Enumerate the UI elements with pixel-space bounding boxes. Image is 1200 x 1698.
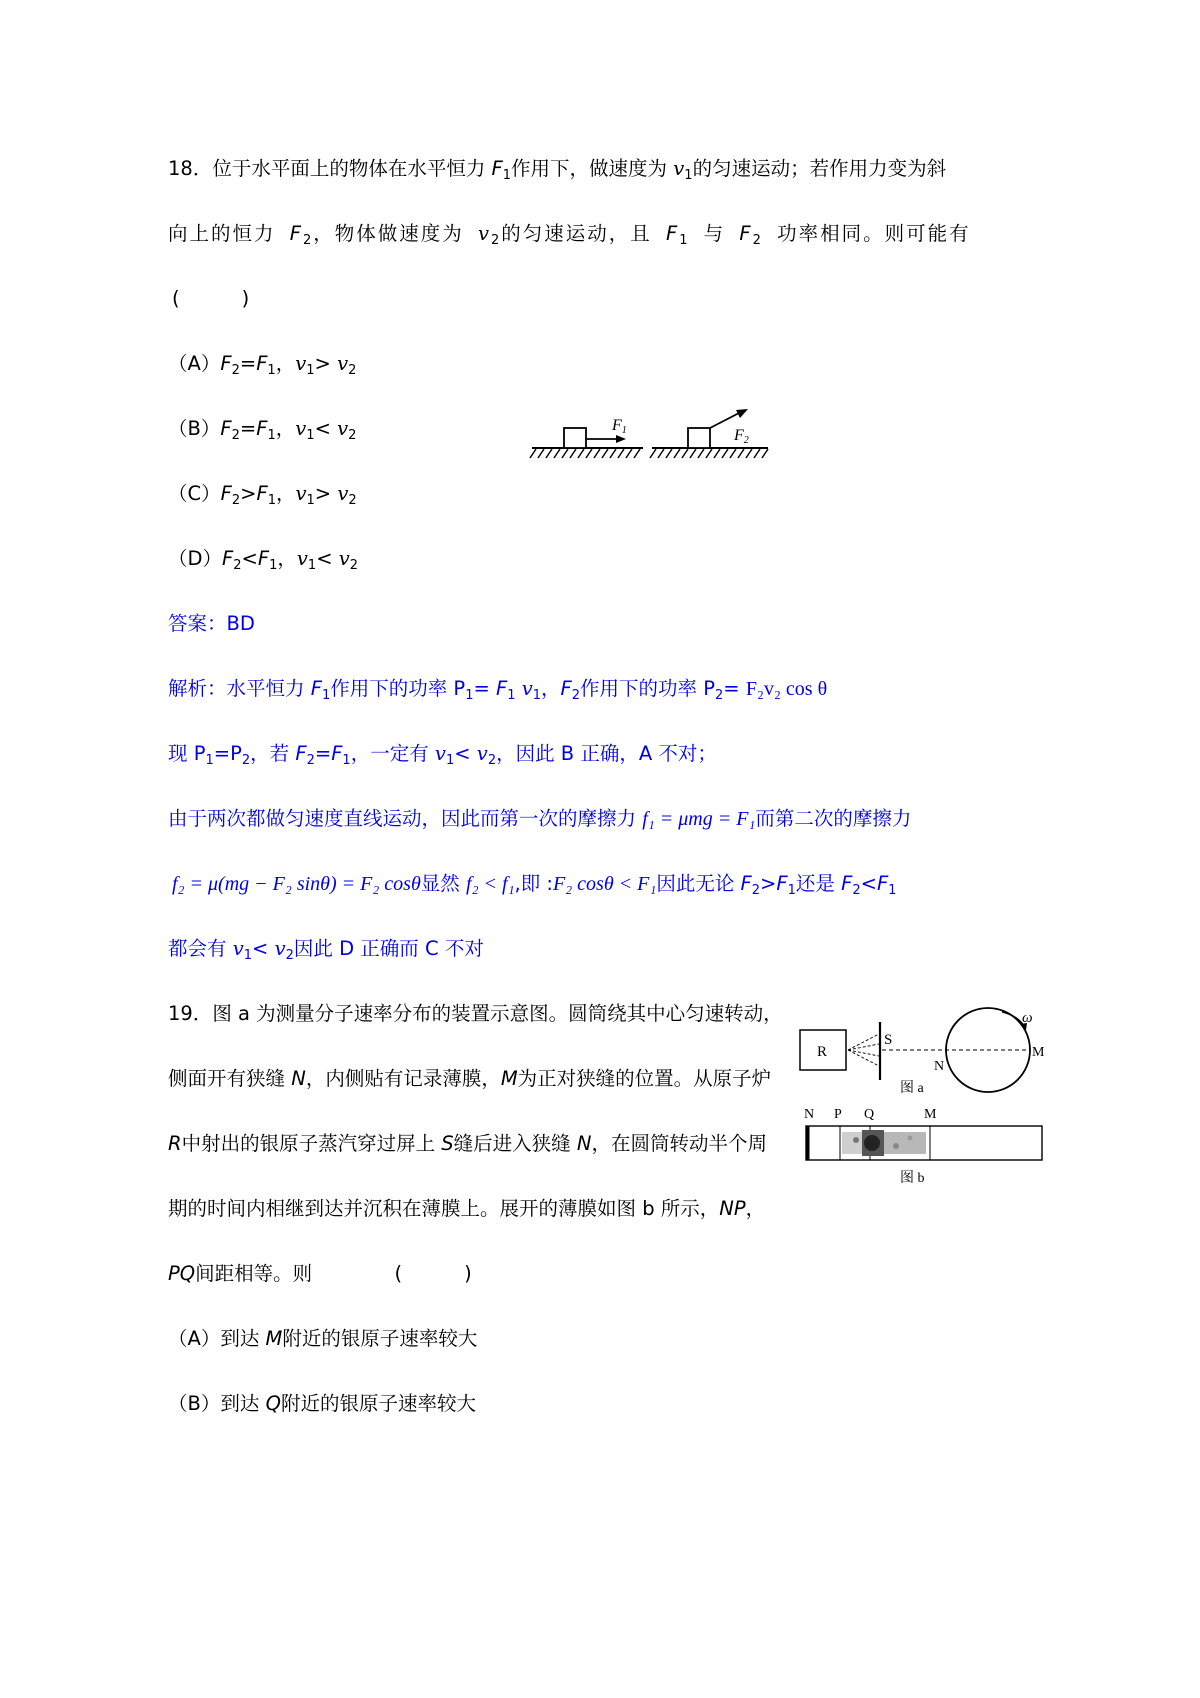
q19-caption-b: 图 b — [900, 1171, 925, 1186]
q19-option-a: （A）到达 M附近的银原子速率较大 — [168, 1327, 478, 1350]
q19-beam-spread — [848, 1034, 879, 1066]
q19-apparatus-figure — [796, 1004, 1058, 1192]
q19-line-3: R中射出的银原子蒸汽穿过屏上 S缝后进入狭缝 N，在圆筒转动半个周 — [168, 1132, 767, 1155]
q18-analysis-line-3: 由于两次都做匀速度直线运动，因此而第一次的摩擦力 f₁ = μmg = F₁而第二次的摩擦力 — [168, 807, 912, 830]
q19-label-p-b: P — [834, 1107, 842, 1122]
q18-force-figure — [528, 408, 778, 468]
q18-option-a: $(A)F_2=F_1$，$v_1> v_2$ — [168, 352, 357, 378]
q18-answer: 答案：BD — [168, 612, 255, 635]
q18-block-1 — [564, 428, 586, 448]
q18-analysis-line-5: 都会有 $v_1< v_2$因此 D 正确而 C 不对 — [168, 937, 484, 963]
q19-label-omega: ω — [1022, 1010, 1033, 1026]
q18-arrow-f2 — [710, 409, 748, 428]
q19-line-1: 19．图 a 为测量分子速率分布的装置示意图。圆筒绕其中心匀速转动， — [168, 1002, 783, 1025]
q19-label-n-a: N — [934, 1059, 945, 1074]
q18-analysis-line-4: f₂ = μ(mg − F₂ sinθ) = F₂ cosθ显然 f₂ < f₁,即 :F₂ cosθ < F₁因此无论 $F_2>F_1$还是 $F_2<F_1$ — [172, 872, 897, 898]
q18-line-2: 向上的恒力 $F_2$，物体做速度为 $v_2$的匀速运动，且 $F_1$ 与 $F_2$ 功率相同。则可能有 — [168, 222, 971, 248]
q19-label-m-b: M — [924, 1107, 937, 1122]
q19-line-5: PQ间距相等。则 ( ) — [168, 1262, 472, 1285]
q18-answer-bracket: ( ) — [172, 287, 250, 310]
q18-line-1: 18．位于水平面上的物体在水平恒力 $F_1$作用下，做速度为 $v_1$的匀速运动；若作用力变为斜 — [168, 157, 947, 183]
q18-ground-left — [530, 448, 643, 458]
q19-deposit — [842, 1130, 926, 1156]
q18-ground-right — [650, 448, 768, 458]
q19-caption-a: 图 a — [900, 1081, 924, 1096]
q19-option-b: （B）到达 Q附近的银原子速率较大 — [168, 1392, 476, 1415]
q18-option-b: $(B)F_2=F_1$，$v_1< v_2$ — [168, 417, 357, 443]
q18-analysis-line-1: 解析：水平恒力 $F_1$作用下的功率 $P_1= F_1$ $v_1$，$F_2$作用下的功率 $P_2= F_2v_2$ cos θ — [168, 677, 828, 703]
q18-option-c: $(C)F_2>F_1$，$v_1> v_2$ — [168, 482, 357, 508]
q19-line-4: 期的时间内相继到达并沉积在薄膜上。展开的薄膜如图 b 所示，NP， — [168, 1197, 766, 1220]
q18-option-d: $(D)F_2<F_1$，$v_1< v_2$ — [168, 547, 359, 573]
q18-block-2 — [688, 428, 710, 448]
q18-analysis-line-2: 现 $P_1=P_2$，若 $F_2=F_1$，一定有 $v_1< v_2$，因此 B 正确，A 不对； — [168, 742, 717, 768]
q19-line-2: 侧面开有狭缝 N，内侧贴有记录薄膜，M为正对狭缝的位置。从原子炉 — [168, 1067, 772, 1090]
q19-label-n-b: N — [804, 1107, 815, 1122]
q18-arrow-f1 — [586, 435, 626, 443]
q18-f1-label: F1 — [612, 417, 627, 436]
q19-label-m-a: M — [1032, 1045, 1045, 1060]
q19-label-r: R — [817, 1044, 828, 1060]
q19-label-s: S — [884, 1032, 893, 1048]
q18-f2-label: F2 — [734, 427, 749, 446]
q19-label-q-b: Q — [864, 1107, 875, 1122]
